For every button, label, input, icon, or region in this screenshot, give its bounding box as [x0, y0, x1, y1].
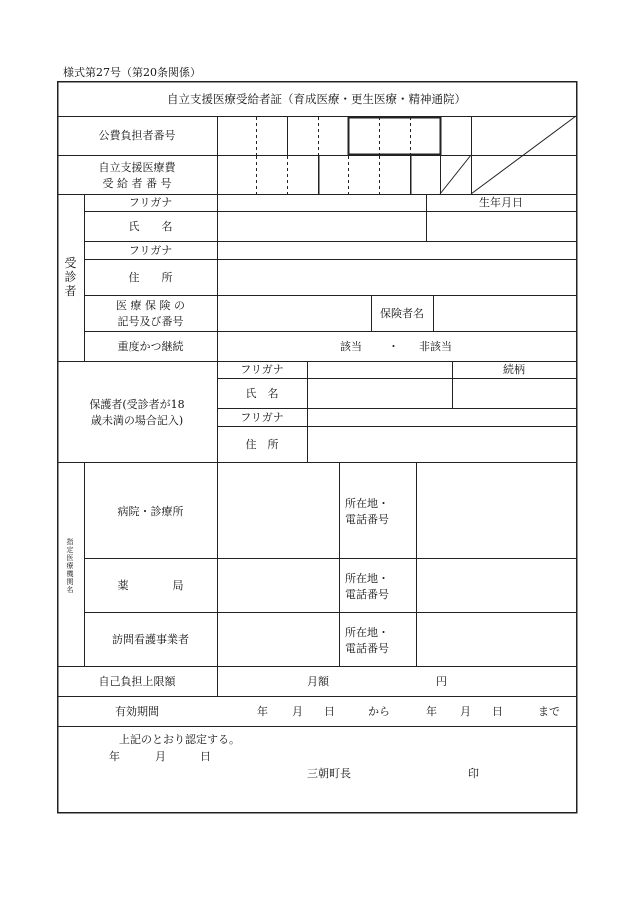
end-year-label: 年 [426, 705, 437, 718]
hospital-location-label-2: 電話番号 [345, 513, 389, 526]
end-month-label: 月 [460, 705, 471, 718]
insurer-name-label: 保険者名 [380, 307, 424, 320]
relationship-label: 続柄 [503, 363, 525, 376]
copay-amount-field[interactable] [340, 668, 430, 695]
nursing-location-label-1: 所在地・ [345, 626, 389, 639]
guardian-address-furigana-label: フリガナ [240, 411, 284, 424]
option-separator: ・ [388, 340, 399, 353]
start-day-label: 日 [324, 705, 335, 718]
guardian-address-field[interactable] [308, 427, 576, 462]
hospital-location-label-1: 所在地・ [345, 497, 389, 510]
start-month-label: 月 [292, 705, 303, 718]
patient-name-field[interactable] [218, 212, 426, 241]
yen-label: 円 [436, 675, 447, 688]
pharmacy-location-field[interactable] [417, 559, 576, 612]
patient-address-field[interactable] [218, 260, 576, 295]
patient-furigana-field[interactable] [218, 195, 426, 211]
certification-month-label: 月 [155, 750, 166, 763]
insurer-name-field[interactable] [434, 296, 576, 331]
home-nursing-label: 訪問看護事業者 [112, 633, 189, 646]
recipient-number-field[interactable] [218, 156, 440, 194]
copay-limit-label: 自己負担上限額 [98, 675, 176, 688]
applicable-option[interactable]: 該当 [340, 340, 362, 353]
pharmacy-location-label-2: 電話番号 [345, 588, 389, 601]
insurance-number-label-2: 記号及び番号 [117, 315, 184, 328]
insurance-number-label-1: 医 療 保 険 の [116, 299, 185, 312]
public-payer-number-label: 公費負担者番号 [98, 129, 176, 142]
guardian-label-1: 保護者(受診者が18 [89, 398, 185, 411]
patient-address-furigana-field[interactable] [218, 242, 576, 259]
guardian-address-label: 住 所 [245, 438, 279, 451]
public-payer-number-field[interactable] [218, 117, 471, 155]
not-applicable-option[interactable]: 非該当 [419, 340, 452, 353]
guardian-name-field[interactable] [308, 379, 452, 408]
certification-year-label: 年 [109, 750, 120, 763]
pharmacy-location-label-1: 所在地・ [345, 572, 389, 585]
patient-section-label [57, 194, 84, 361]
institutions-vertical-label: 指定医療機関名 [66, 538, 74, 594]
home-nursing-name-field[interactable] [218, 613, 339, 666]
hospital-name-field[interactable] [218, 463, 339, 558]
mayor-title: 三朝町長 [307, 767, 351, 780]
guardian-furigana-label: フリガナ [240, 363, 284, 376]
guardian-furigana-field[interactable] [308, 362, 452, 378]
hospital-location-field[interactable] [417, 463, 576, 558]
validity-period-label: 有効期間 [115, 705, 159, 718]
guardian-label-2: 歳未満の場合記入) [90, 414, 184, 427]
relationship-field[interactable] [453, 379, 576, 408]
home-nursing-location-field[interactable] [417, 613, 576, 666]
start-year-label: 年 [257, 705, 268, 718]
certification-day-label: 日 [200, 750, 211, 763]
hospital-clinic-label: 病院・診療所 [117, 505, 184, 518]
recipient-number-label-1: 自立支援医療費 [98, 161, 176, 174]
institutions-section-label [57, 462, 84, 666]
certification-statement: 上記のとおり認定する。 [119, 733, 240, 746]
guardian-address-furigana-field[interactable] [308, 409, 576, 426]
certificate-title: 自立支援医療受給者証（育成医療・更生医療・精神通院） [167, 92, 466, 106]
patient-name-label: 氏 名 [128, 220, 173, 233]
patient-furigana-label: フリガナ [128, 196, 173, 209]
end-day-label: 日 [492, 705, 503, 718]
patient-vertical-label: 受診者 [64, 256, 77, 298]
insurance-number-field[interactable] [218, 296, 371, 331]
patient-address-label: 住 所 [128, 271, 173, 284]
birthdate-field[interactable] [427, 212, 576, 241]
birthdate-label: 生年月日 [479, 196, 523, 209]
severe-continuous-label: 重度かつ継続 [117, 340, 184, 353]
pharmacy-label: 薬 局 [117, 579, 184, 592]
until-label: まで [538, 705, 560, 718]
from-label: から [368, 705, 390, 718]
form-number-label: 様式第27号（第20条関係） [63, 66, 201, 79]
monthly-amount-label: 月額 [307, 675, 329, 688]
guardian-name-label: 氏 名 [245, 387, 279, 400]
patient-address-furigana-label: フリガナ [128, 244, 173, 257]
pharmacy-name-field[interactable] [218, 559, 339, 612]
nursing-location-label-2: 電話番号 [345, 642, 389, 655]
recipient-number-label-2: 受 給 者 番 号 [102, 177, 172, 190]
official-seal-mark: 印 [468, 767, 479, 780]
